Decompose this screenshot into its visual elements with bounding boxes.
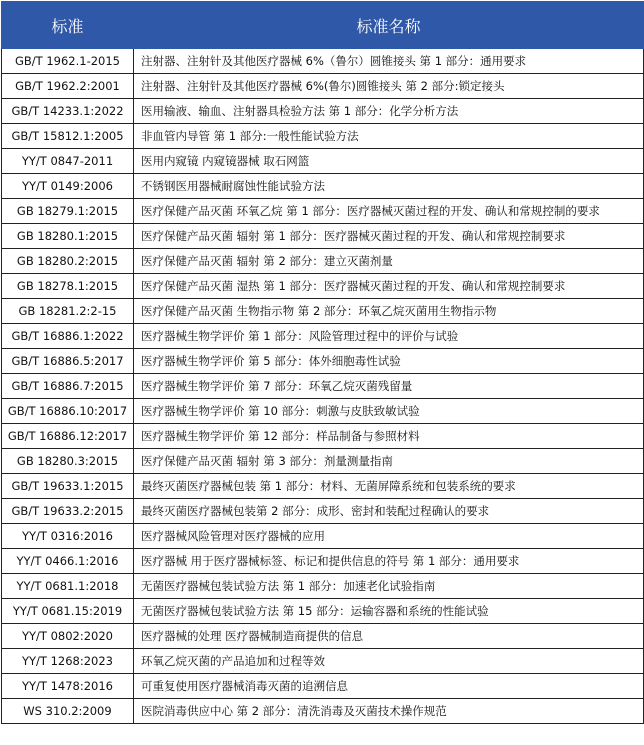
standard-name: 医疗保健产品灭菌 辐射 第 2 部分：建立灭菌剂量 [134, 249, 644, 274]
standard-code: GB/T 1962.2:2001 [2, 74, 134, 99]
table-row [2, 74, 644, 99]
table-row [2, 374, 644, 399]
standard-code: GB 18278.1:2015 [2, 274, 134, 299]
table-row [2, 199, 644, 224]
table-row [2, 549, 644, 574]
standard-code: GB 18280.1:2015 [2, 224, 134, 249]
standard-code: GB 18280.3:2015 [2, 449, 134, 474]
table-row [2, 224, 644, 249]
table-row [2, 524, 644, 549]
standard-name: 最终灭菌医疗器械包装 第 1 部分：材料、无菌屏障系统和包装系统的要求 [134, 474, 644, 499]
table-row [2, 99, 644, 124]
standard-code: GB/T 16886.5:2017 [2, 349, 134, 374]
table-row [2, 324, 644, 349]
table-row [2, 624, 644, 649]
header-row [2, 2, 644, 49]
standard-code: GB 18281.2:2-15 [2, 299, 134, 324]
standard-name: 医疗器械风险管理对医疗器械的应用 [134, 524, 644, 549]
standard-name: 医疗器械生物学评价 第 1 部分：风险管理过程中的评价与试验 [134, 324, 644, 349]
table-row [2, 474, 644, 499]
standard-code: YY/T 0466.1:2016 [2, 549, 134, 574]
standard-name: 医用输液、输血、注射器具检验方法 第 1 部分：化学分析方法 [134, 99, 644, 124]
standard-code: YY/T 0316:2016 [2, 524, 134, 549]
standard-code: YY/T 0681.15:2019 [2, 599, 134, 624]
standard-name: 医疗保健产品灭菌 生物指示物 第 2 部分：环氧乙烷灭菌用生物指示物 [134, 299, 644, 324]
standard-name: 非血管内导管 第 1 部分:一般性能试验方法 [134, 124, 644, 149]
standard-name: 医疗器械生物学评价 第 5 部分：体外细胞毒性试验 [134, 349, 644, 374]
standard-code: GB/T 16886.1:2022 [2, 324, 134, 349]
standard-name: 最终灭菌医疗器械包装第 2 部分：成形、密封和装配过程确认的要求 [134, 499, 644, 524]
standard-code: GB/T 16886.10:2017 [2, 399, 134, 424]
table-row [2, 149, 644, 174]
standards-table [1, 1, 644, 724]
standard-code: GB/T 19633.1:2015 [2, 474, 134, 499]
standard-name: 无菌医疗器械包装试验方法 第 1 部分：加速老化试验指南 [134, 574, 644, 599]
standard-name: 注射器、注射针及其他医疗器械 6%（鲁尔）圆锥接头 第 1 部分：通用要求 [134, 49, 644, 74]
standard-name: 无菌医疗器械包装试验方法 第 15 部分：运输容器和系统的性能试验 [134, 599, 644, 624]
header-code: 标准 [2, 2, 134, 49]
table-body [2, 49, 644, 724]
standard-code: GB/T 19633.2:2015 [2, 499, 134, 524]
standard-name: 医疗保健产品灭菌 环氧乙烷 第 1 部分：医疗器械灭菌过程的开发、确认和常规控制的要求 [134, 199, 644, 224]
standard-name: 可重复使用医疗器械消毒灭菌的追溯信息 [134, 674, 644, 699]
standard-name: 医疗保健产品灭菌 辐射 第 1 部分：医疗器械灭菌过程的开发、确认和常规控制要求 [134, 224, 644, 249]
standard-code: YY/T 0149:2006 [2, 174, 134, 199]
standard-name: 医疗器械生物学评价 第 7 部分：环氧乙烷灭菌残留量 [134, 374, 644, 399]
table-row [2, 349, 644, 374]
table-row [2, 499, 644, 524]
table-row [2, 699, 644, 724]
table-row [2, 249, 644, 274]
standard-name: 环氧乙烷灭菌的产品追加和过程等效 [134, 649, 644, 674]
table-row [2, 574, 644, 599]
standard-code: YY/T 0802:2020 [2, 624, 134, 649]
standard-name: 医疗器械生物学评价 第 12 部分：样品制备与参照材料 [134, 424, 644, 449]
table-row [2, 449, 644, 474]
header-name: 标准名称 [134, 2, 644, 49]
table-row [2, 424, 644, 449]
table-row [2, 49, 644, 74]
standard-code: GB/T 16886.12:2017 [2, 424, 134, 449]
standard-code: YY/T 0681.1:2018 [2, 574, 134, 599]
table-row [2, 674, 644, 699]
table-row [2, 599, 644, 624]
standard-code: GB/T 15812.1:2005 [2, 124, 134, 149]
standard-code: YY/T 1478:2016 [2, 674, 134, 699]
standard-name: 医用内窥镜 内窥镜器械 取石网篮 [134, 149, 644, 174]
standard-name: 医疗器械生物学评价 第 10 部分：刺激与皮肤致敏试验 [134, 399, 644, 424]
table-row [2, 399, 644, 424]
standard-name: 不锈钢医用器械耐腐蚀性能试验方法 [134, 174, 644, 199]
standard-name: 医疗保健产品灭菌 辐射 第 3 部分：剂量测量指南 [134, 449, 644, 474]
table-row [2, 649, 644, 674]
standard-name: 医疗器械的处理 医疗器械制造商提供的信息 [134, 624, 644, 649]
table-row [2, 124, 644, 149]
standard-code: GB/T 16886.7:2015 [2, 374, 134, 399]
standard-code: WS 310.2:2009 [2, 699, 134, 724]
standard-code: YY/T 0847-2011 [2, 149, 134, 174]
table-row [2, 174, 644, 199]
table-row [2, 299, 644, 324]
standard-code: GB 18280.2:2015 [2, 249, 134, 274]
standard-code: YY/T 1268:2023 [2, 649, 134, 674]
standard-code: GB 18279.1:2015 [2, 199, 134, 224]
standard-name: 医院消毒供应中心 第 2 部分：清洗消毒及灭菌技术操作规范 [134, 699, 644, 724]
standard-name: 医疗保健产品灭菌 湿热 第 1 部分：医疗器械灭菌过程的开发、确认和常规控制要求 [134, 274, 644, 299]
standard-name: 医疗器械 用于医疗器械标签、标记和提供信息的符号 第 1 部分：通用要求 [134, 549, 644, 574]
standard-name: 注射器、注射针及其他医疗器械 6%(鲁尔)圆锥接头 第 2 部分:锁定接头 [134, 74, 644, 99]
table-row [2, 274, 644, 299]
standard-code: GB/T 14233.1:2022 [2, 99, 134, 124]
standard-code: GB/T 1962.1-2015 [2, 49, 134, 74]
